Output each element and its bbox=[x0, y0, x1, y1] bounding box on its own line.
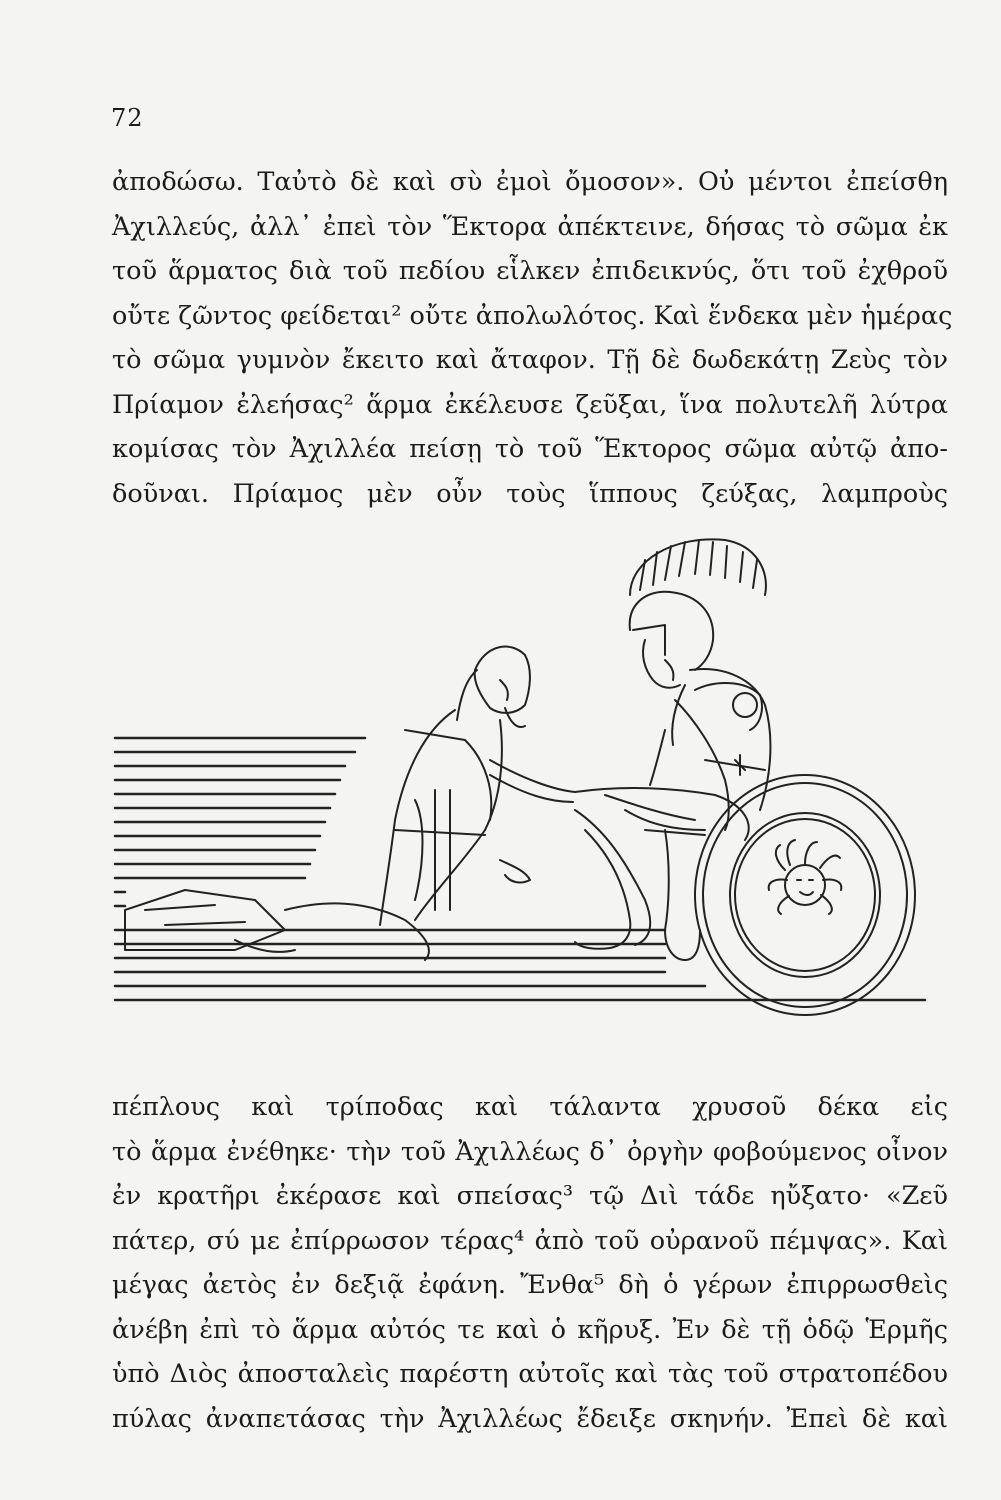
text-line: ἐν κρατῆρι ἐκέρασε καὶ σπείσας³ τῷ Διὶ τάδε ηὔξατο· «Ζεῦ bbox=[112, 1181, 948, 1211]
text-line: κομίσας τὸν Ἀχιλλέα πείσῃ τὸ τοῦ Ἕκτορος σῶμα αὐτῷ ἀπο- bbox=[112, 434, 948, 464]
priam-figure bbox=[125, 647, 575, 960]
page-number: 72 bbox=[111, 104, 144, 132]
illustration-priam-achilles bbox=[105, 530, 935, 1050]
text-line: πύλας ἀναπετάσας τὴν Ἀχιλλέως ἔδειξε σκηνήν. Ἐπεὶ δὲ καὶ bbox=[112, 1403, 948, 1434]
text-line: ἀνέβη ἐπὶ τὸ ἅρμα αὐτός τε καὶ ὁ κῆρυξ. Ἐν δὲ τῇ ὁδῷ Ἑρμῆς bbox=[112, 1314, 948, 1345]
background-lines bbox=[115, 738, 365, 906]
text-line: ἀποδώσω. Ταὐτὸ δὲ καὶ σὺ ἐμοὶ ὄμοσον». Οὐ μέντοι ἐπείσθη bbox=[112, 167, 948, 197]
text-line: μέγας ἀετὸς ἐν δεξιᾷ ἐφάνη. Ἔνθα⁵ δὴ ὁ γέρων ἐπιρρωσθεὶς bbox=[112, 1270, 948, 1300]
text-line: Πρίαμον ἐλεήσας² ἅρμα ἐκέλευσε ζεῦξαι, ἵνα πολυτελῆ λύτρα bbox=[112, 389, 948, 420]
bottom-paragraph bbox=[112, 1085, 948, 1441]
text-line: τοῦ ἅρματος διὰ τοῦ πεδίου εἷλκεν ἐπιδεικνύς, ὅτι τοῦ ἐχθροῦ bbox=[112, 256, 948, 286]
text-line: Ἀχιλλεύς, ἀλλ᾽ ἐπεὶ τὸν Ἕκτορα ἀπέκτεινε, δήσας τὸ σῶμα ἐκ bbox=[112, 211, 948, 242]
text-line: τὸ ἅρμα ἐνέθηκε· τὴν τοῦ Ἀχιλλέως δ᾽ ὀργὴν φοβούμενος οἶνον bbox=[112, 1136, 948, 1167]
text-line: ὑπὸ Διὸς ἀποσταλεὶς παρέστη αὐτοῖς καὶ τὰς τοῦ στρατοπέδου bbox=[112, 1359, 948, 1389]
text-line: δοῦναι. Πρίαμος μὲν οὖν τοὺς ἵππους ζεύξας, λαμπροὺς bbox=[112, 478, 948, 509]
top-paragraph bbox=[112, 160, 953, 516]
text-line: πάτερ, σύ με ἐπίρρωσον τέρας⁴ ἀπὸ τοῦ οὐρανοῦ πέμψας». Καὶ bbox=[112, 1225, 948, 1256]
text-line: πέπλους καὶ τρίποδας καὶ τάλαντα χρυσοῦ δέκα εἰς bbox=[112, 1092, 948, 1122]
achilles-figure bbox=[575, 539, 770, 960]
text-line: οὔτε ζῶντος φείδεται² οὔτε ἀπολωλότος. Καὶ ἕνδεκα μὲν ἡμέρας bbox=[112, 300, 953, 331]
text-line: τὸ σῶμα γυμνὸν ἔκειτο καὶ ἄταφον. Τῇ δὲ δωδεκάτῃ Ζεὺς τὸν bbox=[112, 345, 948, 375]
